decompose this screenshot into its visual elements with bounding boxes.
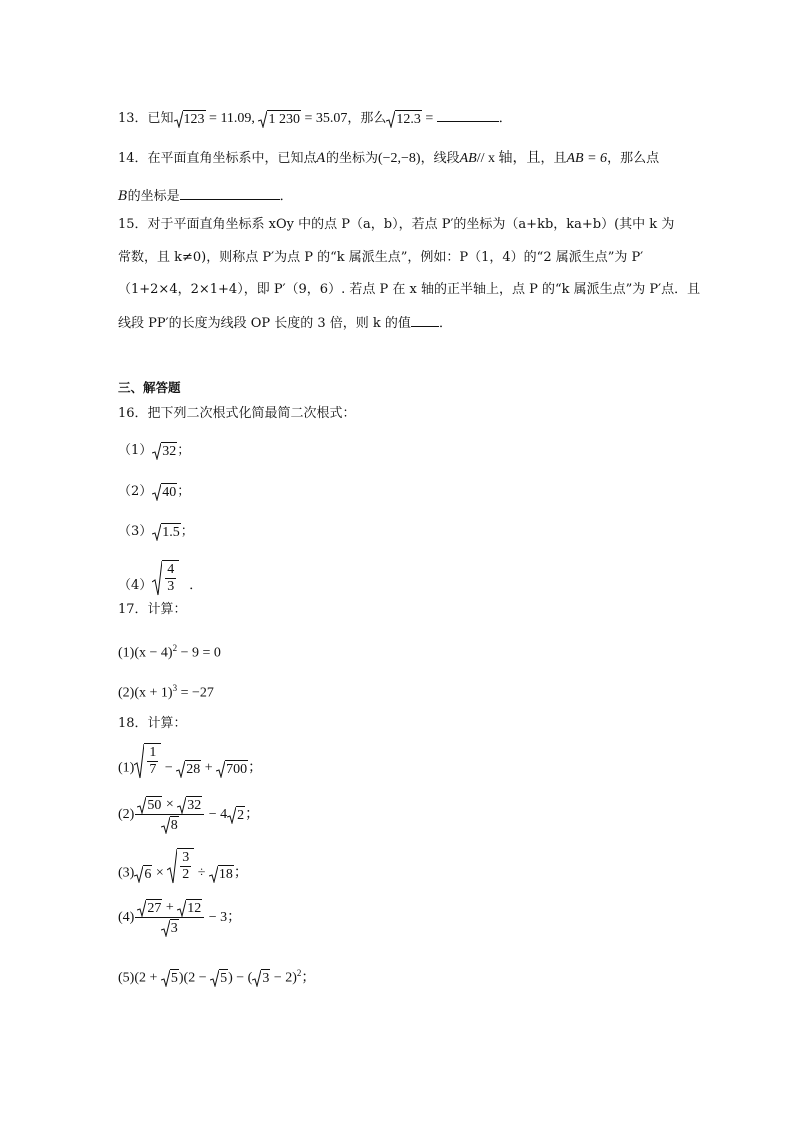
question-14-line-1: 14．在平面直角坐标系中，已知点A的坐标为(−2,−8)，线段AB// x 轴，且，且AB = 6，那么点 bbox=[118, 151, 660, 166]
question-15-line-1: 15．对于平面直角坐标系 xOy 中的点 P（a，b），若点 P′的坐标为（a+kb，ka+b）(其中 k 为 bbox=[118, 217, 675, 232]
question-15-line-4: 线段 PP′的长度为线段 OP 长度的 3 倍，则 k 的值 ． bbox=[118, 312, 452, 334]
q13-prefix: 13．已知 bbox=[118, 111, 174, 126]
q18-item-2: (2) 50 × 32 8 − 4 2 ； bbox=[118, 797, 260, 834]
q18-item-1: (1) $\frac{1}{7}$ − 28 + 700 ； bbox=[118, 743, 262, 794]
q18-item-4: (4) 27 + 12 3 − 3； bbox=[118, 900, 242, 937]
question-17-title: 17．计算： bbox=[118, 602, 187, 617]
q16-item-1: （1） 32 ； bbox=[118, 443, 191, 459]
q16-item-3: （3） 1.5 ； bbox=[118, 524, 194, 540]
q16-item-4: （4） $\frac{4}{3}$ ． bbox=[118, 560, 202, 611]
q18-item-5: (5)(2 + 5 )(2 − 5 ) − ( 3 − 2)$^2$； bbox=[118, 968, 316, 987]
q18-item-3: (3) 6 × $\frac{3}{2}$ ÷ 18 ； bbox=[118, 848, 248, 899]
question-16-title: 16．把下列二次根式化简最简二次根式： bbox=[118, 406, 356, 421]
q17-item-1: $(1)(x - 4)^2 - 9 = 0$ bbox=[118, 643, 221, 661]
q16-item-2: （2） 40 ； bbox=[118, 484, 191, 500]
answer-blank-14[interactable] bbox=[180, 185, 280, 200]
section-header: 三、解答题 bbox=[118, 380, 181, 395]
answer-blank-13[interactable] bbox=[437, 107, 499, 122]
question-14-line-2: B的坐标是 ． bbox=[118, 185, 293, 207]
question-15-line-3: （1+2×4，2×1+4），即 P′（9，6）. 若点 P 在 x 轴的正半轴上，点 P 的“k 属派生点”为 P′点．且 bbox=[118, 282, 701, 297]
question-13: 13．已知 123 = 11.09, 1 230 = 35.07，那么 12.3 = ． bbox=[118, 107, 512, 129]
sqrt-1230: 1 230 bbox=[258, 110, 301, 128]
q17-item-2: $(2)(x + 1)^3 = -27$ bbox=[118, 683, 214, 701]
sqrt-12-3: 12.3 bbox=[386, 110, 422, 128]
question-15-line-2: 常数，且 k≠0)，则称点 P′为点 P 的“k 属派生点”，例如：P（1，4）的“2 属派生点”为 P′ bbox=[118, 250, 644, 265]
answer-blank-15[interactable] bbox=[411, 312, 439, 327]
question-18-title: 18．计算： bbox=[118, 716, 187, 731]
sqrt-123: 123 bbox=[174, 110, 206, 128]
